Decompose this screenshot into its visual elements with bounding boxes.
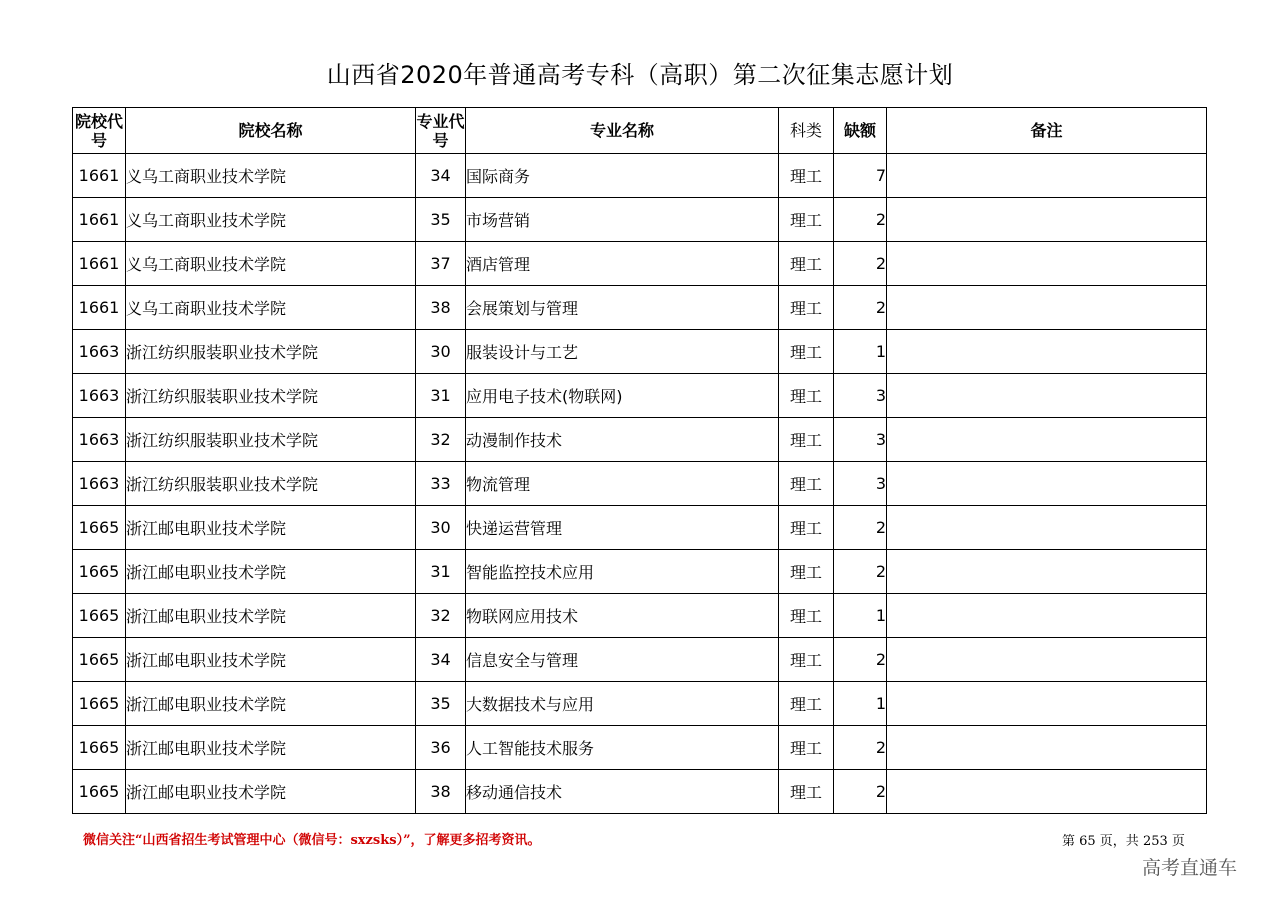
cell-category: 理工 [779,550,834,594]
cell-school-code: 1663 [73,418,126,462]
cell-school-code: 1665 [73,726,126,770]
cell-category: 理工 [779,242,834,286]
header-major-code: 专业代号 [416,108,466,154]
cell-school-name: 义乌工商职业技术学院 [126,242,416,286]
table-row [73,374,1207,418]
cell-school-name: 浙江邮电职业技术学院 [126,726,416,770]
cell-major-code: 30 [416,330,466,374]
cell-category: 理工 [779,374,834,418]
cell-remarks [887,682,1207,726]
cell-major-code: 37 [416,242,466,286]
cell-school-name: 浙江邮电职业技术学院 [126,682,416,726]
cell-major-code: 32 [416,594,466,638]
cell-major-code: 35 [416,682,466,726]
cell-quota: 2 [834,198,887,242]
cell-major-name: 移动通信技术 [466,770,779,814]
cell-major-name: 市场营销 [466,198,779,242]
cell-major-name: 动漫制作技术 [466,418,779,462]
cell-major-code: 38 [416,286,466,330]
cell-category: 理工 [779,594,834,638]
cell-remarks [887,198,1207,242]
cell-category: 理工 [779,330,834,374]
cell-remarks [887,242,1207,286]
header-major-name: 专业名称 [466,108,779,154]
cell-remarks [887,418,1207,462]
cell-school-name: 浙江邮电职业技术学院 [126,638,416,682]
cell-school-name: 浙江纺织服装职业技术学院 [126,330,416,374]
wechat-notice: 微信关注“山西省招生考试管理中心（微信号：sxzsks）”，了解更多招考资讯。 [83,833,541,848]
cell-school-name: 浙江纺织服装职业技术学院 [126,374,416,418]
cell-school-code: 1661 [73,242,126,286]
cell-category: 理工 [779,638,834,682]
cell-major-code: 35 [416,198,466,242]
cell-category: 理工 [779,154,834,198]
cell-major-name: 智能监控技术应用 [466,550,779,594]
cell-major-name: 物联网应用技术 [466,594,779,638]
cell-remarks [887,550,1207,594]
cell-quota: 2 [834,286,887,330]
cell-quota: 1 [834,330,887,374]
table-row [73,154,1207,198]
cell-major-code: 34 [416,638,466,682]
cell-quota: 2 [834,638,887,682]
header-remarks: 备注 [887,108,1207,154]
cell-major-name: 酒店管理 [466,242,779,286]
cell-quota: 2 [834,770,887,814]
cell-major-name: 信息安全与管理 [466,638,779,682]
cell-school-name: 浙江邮电职业技术学院 [126,506,416,550]
cell-major-name: 人工智能技术服务 [466,726,779,770]
cell-remarks [887,330,1207,374]
cell-category: 理工 [779,726,834,770]
cell-quota: 2 [834,726,887,770]
cell-school-code: 1665 [73,550,126,594]
cell-major-name: 会展策划与管理 [466,286,779,330]
cell-major-code: 32 [416,418,466,462]
cell-category: 理工 [779,506,834,550]
cell-quota: 1 [834,594,887,638]
table-row [73,242,1207,286]
cell-quota: 1 [834,682,887,726]
cell-category: 理工 [779,418,834,462]
header-row [73,108,1207,154]
cell-remarks [887,286,1207,330]
watermark-text: 高考直通车 [1142,857,1238,879]
cell-school-code: 1661 [73,154,126,198]
cell-remarks [887,374,1207,418]
cell-major-code: 31 [416,550,466,594]
cell-major-code: 38 [416,770,466,814]
cell-remarks [887,726,1207,770]
header-school-name: 院校名称 [126,108,416,154]
table-header [73,108,1207,154]
cell-school-name: 义乌工商职业技术学院 [126,154,416,198]
cell-major-name: 物流管理 [466,462,779,506]
cell-remarks [887,638,1207,682]
cell-remarks [887,594,1207,638]
cell-category: 理工 [779,462,834,506]
enrollment-plan-table [72,107,1207,814]
cell-school-code: 1665 [73,770,126,814]
cell-school-name: 浙江纺织服装职业技术学院 [126,418,416,462]
cell-remarks [887,154,1207,198]
cell-major-name: 大数据技术与应用 [466,682,779,726]
cell-quota: 3 [834,462,887,506]
table-row [73,594,1207,638]
table-row [73,638,1207,682]
page-title: 山西省2020年普通高考专科（高职）第二次征集志愿计划 [326,61,954,89]
cell-school-code: 1663 [73,374,126,418]
cell-school-code: 1663 [73,330,126,374]
page-indicator: 第 65 页，共 253 页 [1062,834,1185,849]
cell-category: 理工 [779,682,834,726]
cell-major-code: 31 [416,374,466,418]
cell-major-name: 服装设计与工艺 [466,330,779,374]
cell-quota: 2 [834,242,887,286]
table-body [73,154,1207,814]
cell-major-code: 34 [416,154,466,198]
cell-category: 理工 [779,770,834,814]
cell-category: 理工 [779,198,834,242]
cell-school-code: 1661 [73,198,126,242]
table-row [73,506,1207,550]
header-quota: 缺额 [834,108,887,154]
cell-school-name: 浙江邮电职业技术学院 [126,594,416,638]
table-row [73,286,1207,330]
cell-school-name: 浙江纺织服装职业技术学院 [126,462,416,506]
table-row [73,770,1207,814]
cell-school-code: 1665 [73,638,126,682]
cell-category: 理工 [779,286,834,330]
table-row [73,726,1207,770]
cell-school-name: 义乌工商职业技术学院 [126,198,416,242]
cell-school-code: 1661 [73,286,126,330]
table-row [73,462,1207,506]
header-category: 科类 [779,108,834,154]
cell-major-name: 快递运营管理 [466,506,779,550]
cell-quota: 3 [834,418,887,462]
cell-school-code: 1665 [73,682,126,726]
cell-major-code: 33 [416,462,466,506]
cell-quota: 7 [834,154,887,198]
cell-school-name: 浙江邮电职业技术学院 [126,550,416,594]
cell-school-name: 义乌工商职业技术学院 [126,286,416,330]
table-row [73,550,1207,594]
cell-quota: 2 [834,550,887,594]
cell-remarks [887,506,1207,550]
header-school-code: 院校代号 [73,108,126,154]
cell-school-code: 1665 [73,506,126,550]
cell-major-name: 应用电子技术(物联网) [466,374,779,418]
cell-school-code: 1665 [73,594,126,638]
cell-major-name: 国际商务 [466,154,779,198]
cell-quota: 2 [834,506,887,550]
table-row [73,198,1207,242]
cell-major-code: 36 [416,726,466,770]
cell-school-code: 1663 [73,462,126,506]
cell-remarks [887,462,1207,506]
cell-major-code: 30 [416,506,466,550]
cell-remarks [887,770,1207,814]
cell-quota: 3 [834,374,887,418]
table-row [73,682,1207,726]
cell-school-name: 浙江邮电职业技术学院 [126,770,416,814]
table-row [73,418,1207,462]
table-row [73,330,1207,374]
